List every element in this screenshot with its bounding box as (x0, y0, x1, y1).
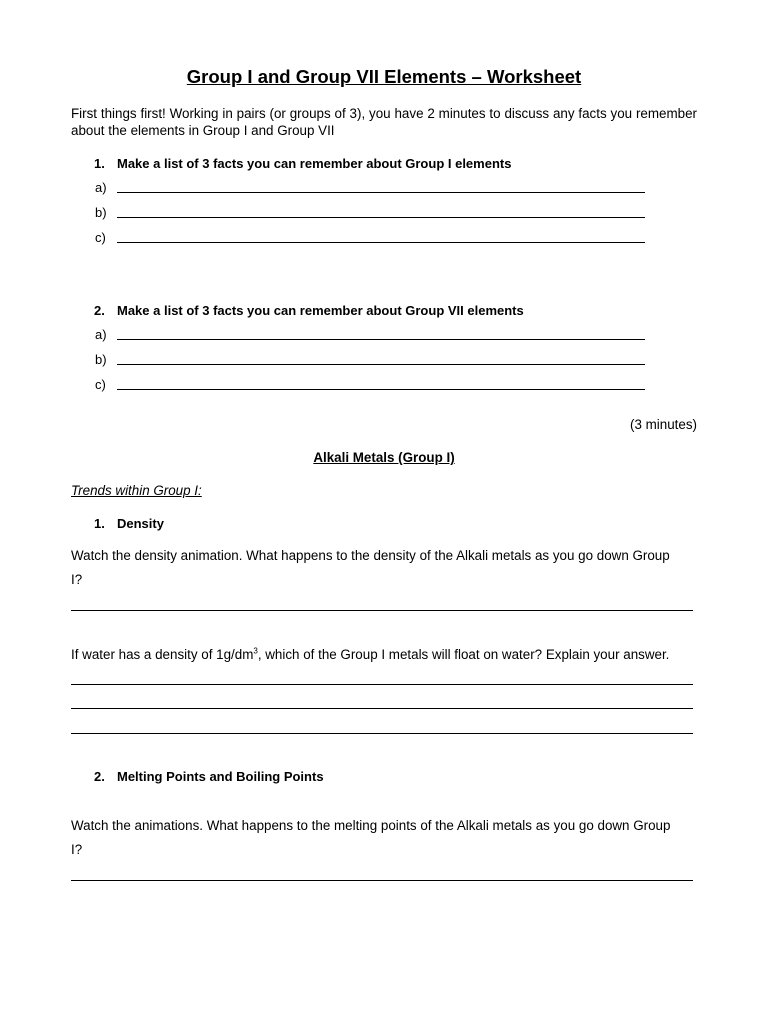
question-2-text: Make a list of 3 facts you can remember about Group VII elements (117, 303, 524, 318)
density-number: 1. (94, 516, 105, 531)
answer-line[interactable] (117, 364, 645, 365)
density-title: Density (117, 516, 164, 531)
option-label: a) (95, 327, 107, 342)
density-question-2-text: If water has a density of 1g/dm (71, 647, 254, 662)
answer-line[interactable] (71, 684, 693, 685)
trends-label: Trends within Group I: (71, 483, 202, 498)
density-question-2 (71, 647, 669, 662)
option-label: b) (95, 352, 107, 367)
option-label: c) (95, 230, 106, 245)
answer-line[interactable] (117, 242, 645, 243)
answer-line[interactable] (71, 610, 693, 611)
intro-paragraph: First things first! Working in pairs (or groups of 3), you have 2 minutes to discuss any facts you remember about the elements in Group I and Group VII (71, 106, 697, 138)
question-2-number: 2. (94, 303, 105, 318)
answer-line[interactable] (71, 733, 693, 734)
density-question-2-text-cont: , which of the Group I metals will float on water? Explain your answer. (257, 647, 670, 662)
answer-line[interactable] (117, 339, 645, 340)
answer-line[interactable] (71, 880, 693, 881)
answer-line[interactable] (117, 389, 645, 390)
melting-question-line-1: Watch the animations. What happens to the melting points of the Alkali metals as you go down Group (71, 818, 671, 833)
question-1-number: 1. (94, 156, 105, 171)
answer-line[interactable] (117, 217, 645, 218)
option-label: a) (95, 180, 107, 195)
time-note: (3 minutes) (630, 417, 697, 432)
section-heading: Alkali Metals (Group I) (313, 450, 455, 465)
density-question-1-line-2: I? (71, 572, 83, 587)
answer-line[interactable] (71, 708, 693, 709)
question-1-text: Make a list of 3 facts you can remember about Group I elements (117, 156, 512, 171)
worksheet-title: Group I and Group VII Elements – Worksheet (186, 66, 582, 87)
melting-title: Melting Points and Boiling Points (117, 769, 324, 784)
option-label: b) (95, 205, 107, 220)
density-question-1-line-1: Watch the density animation. What happens to the density of the Alkali metals as you go down Group (71, 548, 670, 563)
melting-number: 2. (94, 769, 105, 784)
answer-line[interactable] (117, 192, 645, 193)
superscript-3: 3 (253, 646, 258, 656)
melting-question-line-2: I? (71, 842, 83, 857)
option-label: c) (95, 377, 106, 392)
